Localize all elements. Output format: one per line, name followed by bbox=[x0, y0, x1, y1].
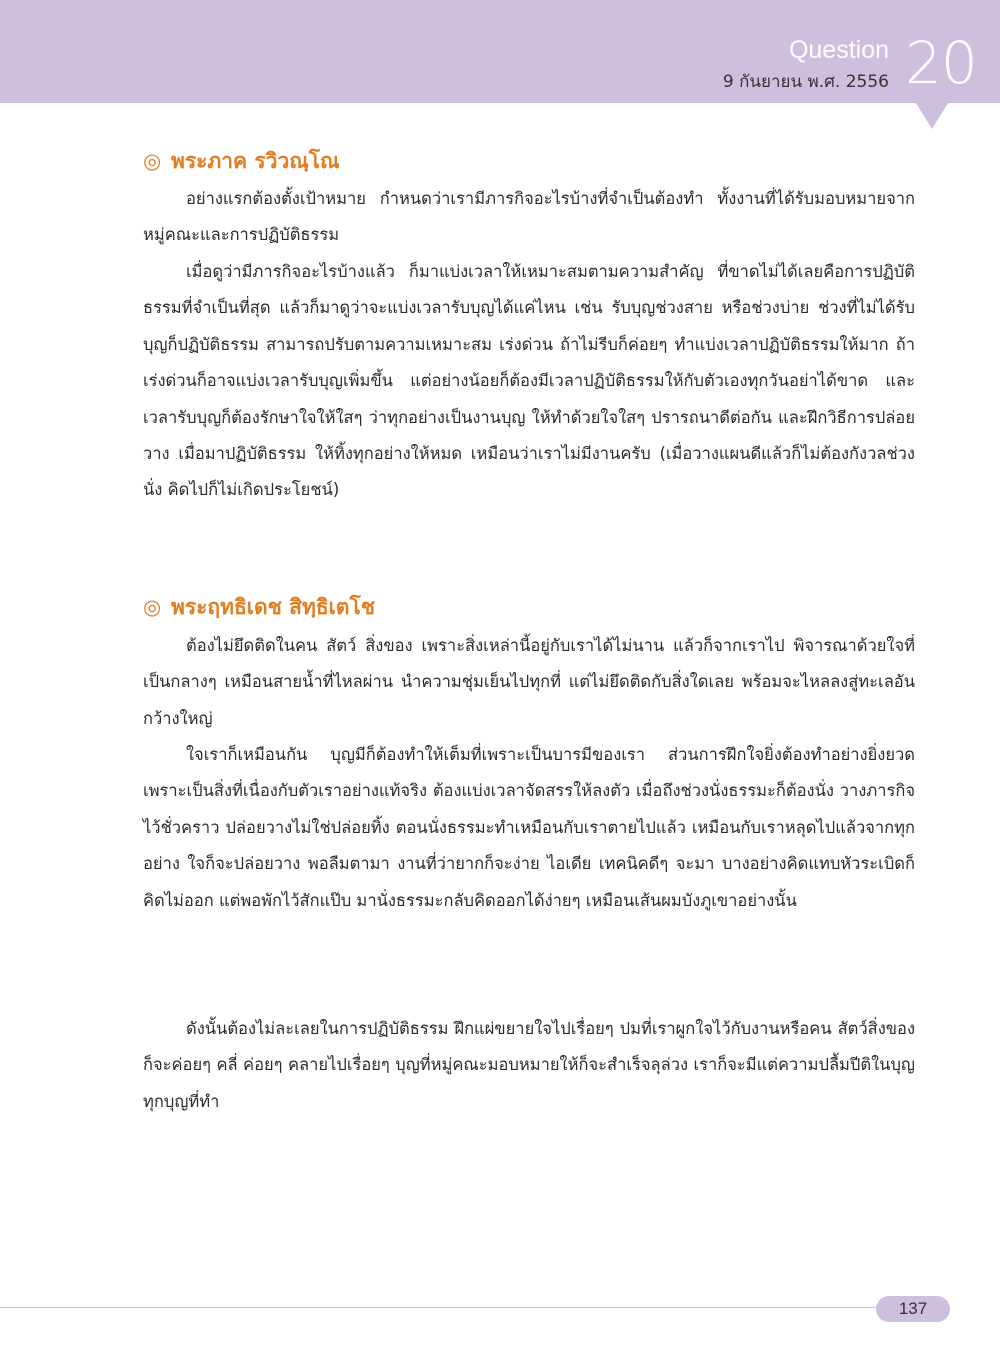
section-title-1: พระภาค รวิวณฺโณ bbox=[171, 149, 340, 173]
page-number: 137 bbox=[876, 1296, 950, 1322]
paragraph-1-1: อย่างแรกต้องตั้งเป้าหมาย กำหนดว่าเรามีภารกิจอะไรบ้างที่จำเป็นต้องทำ ทั้งงานที่ได้รับมอบหมายจากหมู่คณะและการปฏิบัติธรรม bbox=[143, 189, 915, 245]
paragraph-2-2: ใจเราก็เหมือนกัน บุญมีก็ต้องทำให้เต็มที่เพราะเป็นบารมีของเรา ส่วนการฝึกใจยิ่งต้องทำอย่างยิ่งยวด เพราะเป็นสิ่งที่เนื่องกับตัวเราอย่างแท้จริง ต้องแบ่งเวลาจัดสรรให้ลงตัว เมื่อถึงช่วงนั่งธรรมะก็ต้องนั่ง วางภารกิจไว้ชั่วคราว ปล่อยวางไม่ใช่ปล่อยทิ้ง ตอนนั่งธรรมะทำเหมือนกับเราตายไปแล้ว เหมือนกับเราหลุดไปแล้วจากทุกอย่าง ใจก็จะปล่อยวาง พอลืมตามา งานที่ว่ายากก็จะง่าย ไอเดีย เทคนิคดีๆ จะมา บางอย่างคิดแทบหัวระเบิดก็คิดไม่ออก แต่พอพักไว้สักแป๊บ มานั่งธรรมะกลับคิดออกได้ง่ายๆ เหมือนเส้นผมบังภูเขาอย่างนั้น bbox=[143, 745, 915, 910]
paragraph-2-1: ต้องไม่ยึดติดในคน สัตว์ สิ่งของ เพราะสิ่งเหล่านี้อยู่กับเราได้ไม่นาน แล้วก็จากเราไป พิจารณาด้วยใจที่เป็นกลางๆ เหมือนสายน้ำที่ไหลผ่าน นำความชุ่มเย็นไปทุกที่ แต่ไม่ยึดติดกับสิ่งใดเลย พร้อมจะไหลลงสู่ทะเลอันกว้างใหญ่ bbox=[143, 636, 915, 728]
section-heading-2 bbox=[143, 592, 375, 622]
question-label: Question bbox=[788, 36, 889, 64]
question-date: 9 กันยายน พ.ศ. 2556 bbox=[722, 72, 889, 92]
footer-rule bbox=[0, 1307, 880, 1308]
section-title-2: พระฤทธิเดช สิทฺธิเตโช bbox=[171, 595, 375, 619]
paragraph-2-3: ดังนั้นต้องไม่ละเลยในการปฏิบัติธรรม ฝึกแผ่ขยายใจไปเรื่อยๆ ปมที่เราผูกใจไว้กับงานหรือคน สัตว์สิ่งของก็จะค่อยๆ คลี่ ค่อยๆ คลายไปเรื่อยๆ บุญที่หมู่คณะมอบหมายให้ก็จะสำเร็จลุล่วง เราก็จะมีแต่ความปลื้มปีติในบุญทุกบุญที่ทำ bbox=[143, 1019, 915, 1111]
paragraph-1-2: เมื่อดูว่ามีภารกิจอะไรบ้างแล้ว ก็มาแบ่งเวลาให้เหมาะสมตามความสำคัญ ที่ขาดไม่ได้เลยคือการปฏิบัติธรรมที่จำเป็นที่สุด แล้วก็มาดูว่าจะแบ่งเวลารับบุญได้แค่ไหน เช่น รับบุญช่วงสาย หรือช่วงบ่าย ช่วงที่ไม่ได้รับบุญก็ปฏิบัติธรรม สามารถปรับตามความเหมาะสม เร่งด่วน ถ้าไม่รีบก็ค่อยๆ ทำแบ่งเวลาปฏิบัติธรรมให้มาก ถ้าเร่งด่วนก็อาจแบ่งเวลารับบุญเพิ่มขึ้น แต่อย่างน้อยก็ต้องมีเวลาปฏิบัติธรรมให้กับตัวเองทุกวันอย่าได้ขาด และเวลารับบุญก็ต้องรักษาใจให้ใสๆ ว่าทุกอย่างเป็นงานบุญ ให้ทำด้วยใจใสๆ ปรารถนาดีต่อกัน และฝึกวิธีการปล่อยวาง เมื่อมาปฏิบัติธรรม ให้ทิ้งทุกอย่างให้หมด เหมือนว่าเราไม่มีงานครับ (เมื่อวางแผนดีแล้วก็ไม่ต้องกังวลช่วงนั่ง คิดไปก็ไม่เกิดประโยชน์) bbox=[143, 262, 915, 500]
bullet-icon: ◎ bbox=[143, 595, 162, 619]
section-heading-1 bbox=[143, 146, 340, 176]
bullet-icon: ◎ bbox=[143, 149, 162, 173]
header-pointer bbox=[916, 103, 948, 129]
question-number: 20 bbox=[905, 29, 977, 97]
